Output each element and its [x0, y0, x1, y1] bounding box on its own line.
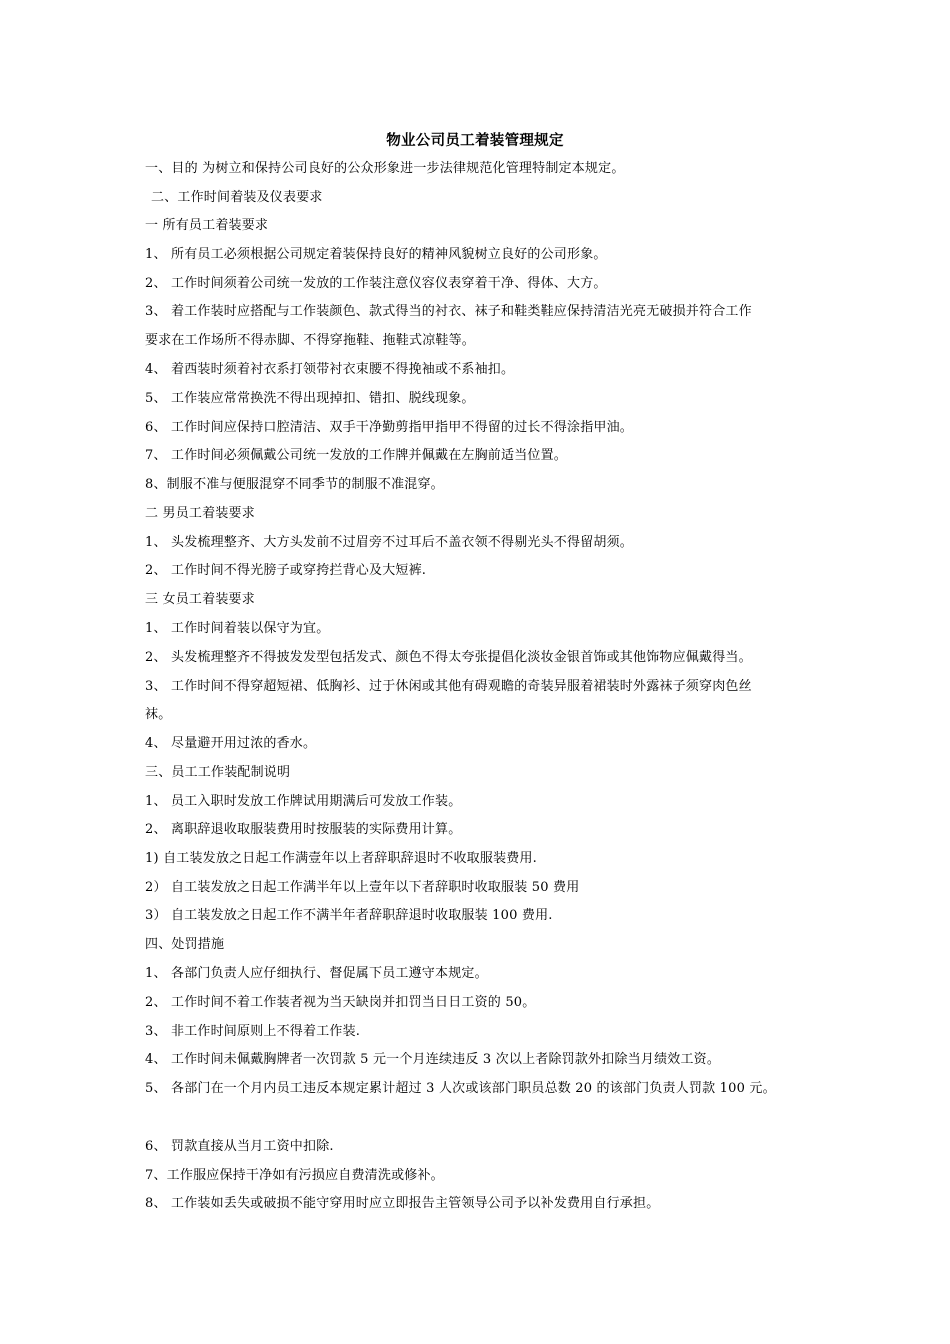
- rule-line: 2、 工作时间不得光膀子或穿挎拦背心及大短裤.: [145, 563, 427, 578]
- rule-line-continuation: 袜。: [145, 707, 172, 722]
- rule-line: 3、 着工作装时应搭配与工作装颜色、款式得当的衬衣、袜子和鞋类鞋应保持清洁光亮无破损并符合工作: [145, 304, 752, 319]
- document-title: 物业公司员工着装管理规定: [386, 133, 564, 149]
- rule-line: 1、 各部门负责人应仔细执行、督促属下员工遵守本规定。: [145, 966, 488, 981]
- rule-line: 4、 着西装时须着衬衣系打领带衬衣束腰不得挽袖或不系袖扣。: [145, 362, 515, 377]
- rule-line: 6、 罚款直接从当月工资中扣除.: [145, 1139, 334, 1154]
- rule-line: 3、 工作时间不得穿超短裙、低胸衫、过于休闲或其他有碍观瞻的奇装异服着裙装时外露袜子须穿肉色丝: [145, 679, 752, 694]
- rule-line: 2、 工作时间不着工作装者视为当天缺岗并扣罚当日日工资的 50。: [145, 995, 536, 1010]
- rule-line: 3、 非工作时间原则上不得着工作装.: [145, 1024, 361, 1039]
- sub-rule-line: 1) 自工装发放之日起工作满壹年以上者辞职辞退时不收取服装费用.: [145, 851, 538, 866]
- subsection-2-heading: 二 男员工着装要求: [145, 506, 255, 521]
- rule-line: 2、 离职辞退收取服装费用时按服装的实际费用计算。: [145, 822, 462, 837]
- rule-line: 1、 头发梳理整齐、大方头发前不过眉旁不过耳后不盖衣领不得剔光头不得留胡须。: [145, 535, 634, 550]
- rule-line-continuation: 要求在工作场所不得赤脚、不得穿拖鞋、拖鞋式凉鞋等。: [145, 333, 476, 348]
- rule-line: 4、 工作时间未佩戴胸牌者一次罚款 5 元一个月连续违反 3 次以上者除罚款外扣除当月绩效工资。: [145, 1052, 721, 1067]
- rule-line: 2、 头发梳理整齐不得披发发型包括发式、颜色不得太夸张提倡化淡妆金银首饰或其他饰物应佩戴得当。: [145, 650, 752, 665]
- section-3-heading: 三、员工工作装配制说明: [145, 765, 291, 780]
- rule-line: 1、 工作时间着装以保守为宜。: [145, 621, 330, 636]
- rule-line: 1、 所有员工必须根据公司规定着装保持良好的精神风貌树立良好的公司形象。: [145, 247, 607, 262]
- rule-line: 2、 工作时间须着公司统一发放的工作装注意仪容仪表穿着干净、得体、大方。: [145, 276, 607, 291]
- rule-line: 8、制服不准与便服混穿不同季节的制服不准混穿。: [145, 477, 444, 492]
- rule-line: 7、工作服应保持干净如有污损应自费清洗或修补。: [145, 1168, 444, 1183]
- sub-rule-line: 2） 自工装发放之日起工作满半年以上壹年以下者辞职时收取服装 50 费用: [145, 880, 580, 895]
- sub-rule-line: 3） 自工装发放之日起工作不满半年者辞职辞退时收取服装 100 费用.: [145, 908, 553, 923]
- rule-line: 5、 各部门在一个月内员工违反本规定累计超过 3 人次或该部门职员总数 20 的该部门负责人罚款 100 元。: [145, 1081, 776, 1096]
- subsection-3-heading: 三 女员工着装要求: [145, 592, 255, 607]
- section-2-heading: 二、工作时间着装及仪表要求: [151, 190, 323, 205]
- purpose-line: 一、目的 为树立和保持公司良好的公众形象进一步法律规范化管理特制定本规定。: [145, 161, 625, 176]
- section-4-heading: 四、处罚措施: [145, 937, 225, 952]
- rule-line: 6、 工作时间应保持口腔清洁、双手干净勤剪指甲指甲不得留的过长不得涂指甲油。: [145, 420, 634, 435]
- subsection-1-heading: 一 所有员工着装要求: [145, 218, 269, 233]
- rule-line: 8、 工作装如丢失或破损不能守穿用时应立即报告主管领导公司予以补发费用自行承担。: [145, 1196, 660, 1211]
- rule-line: 1、 员工入职时发放工作牌试用期满后可发放工作装。: [145, 794, 462, 809]
- rule-line: 7、 工作时间必须佩戴公司统一发放的工作牌并佩戴在左胸前适当位置。: [145, 448, 568, 463]
- rule-line: 5、 工作装应常常换洗不得出现掉扣、错扣、脱线现象。: [145, 391, 475, 406]
- rule-line: 4、 尽量避开用过浓的香水。: [145, 736, 317, 751]
